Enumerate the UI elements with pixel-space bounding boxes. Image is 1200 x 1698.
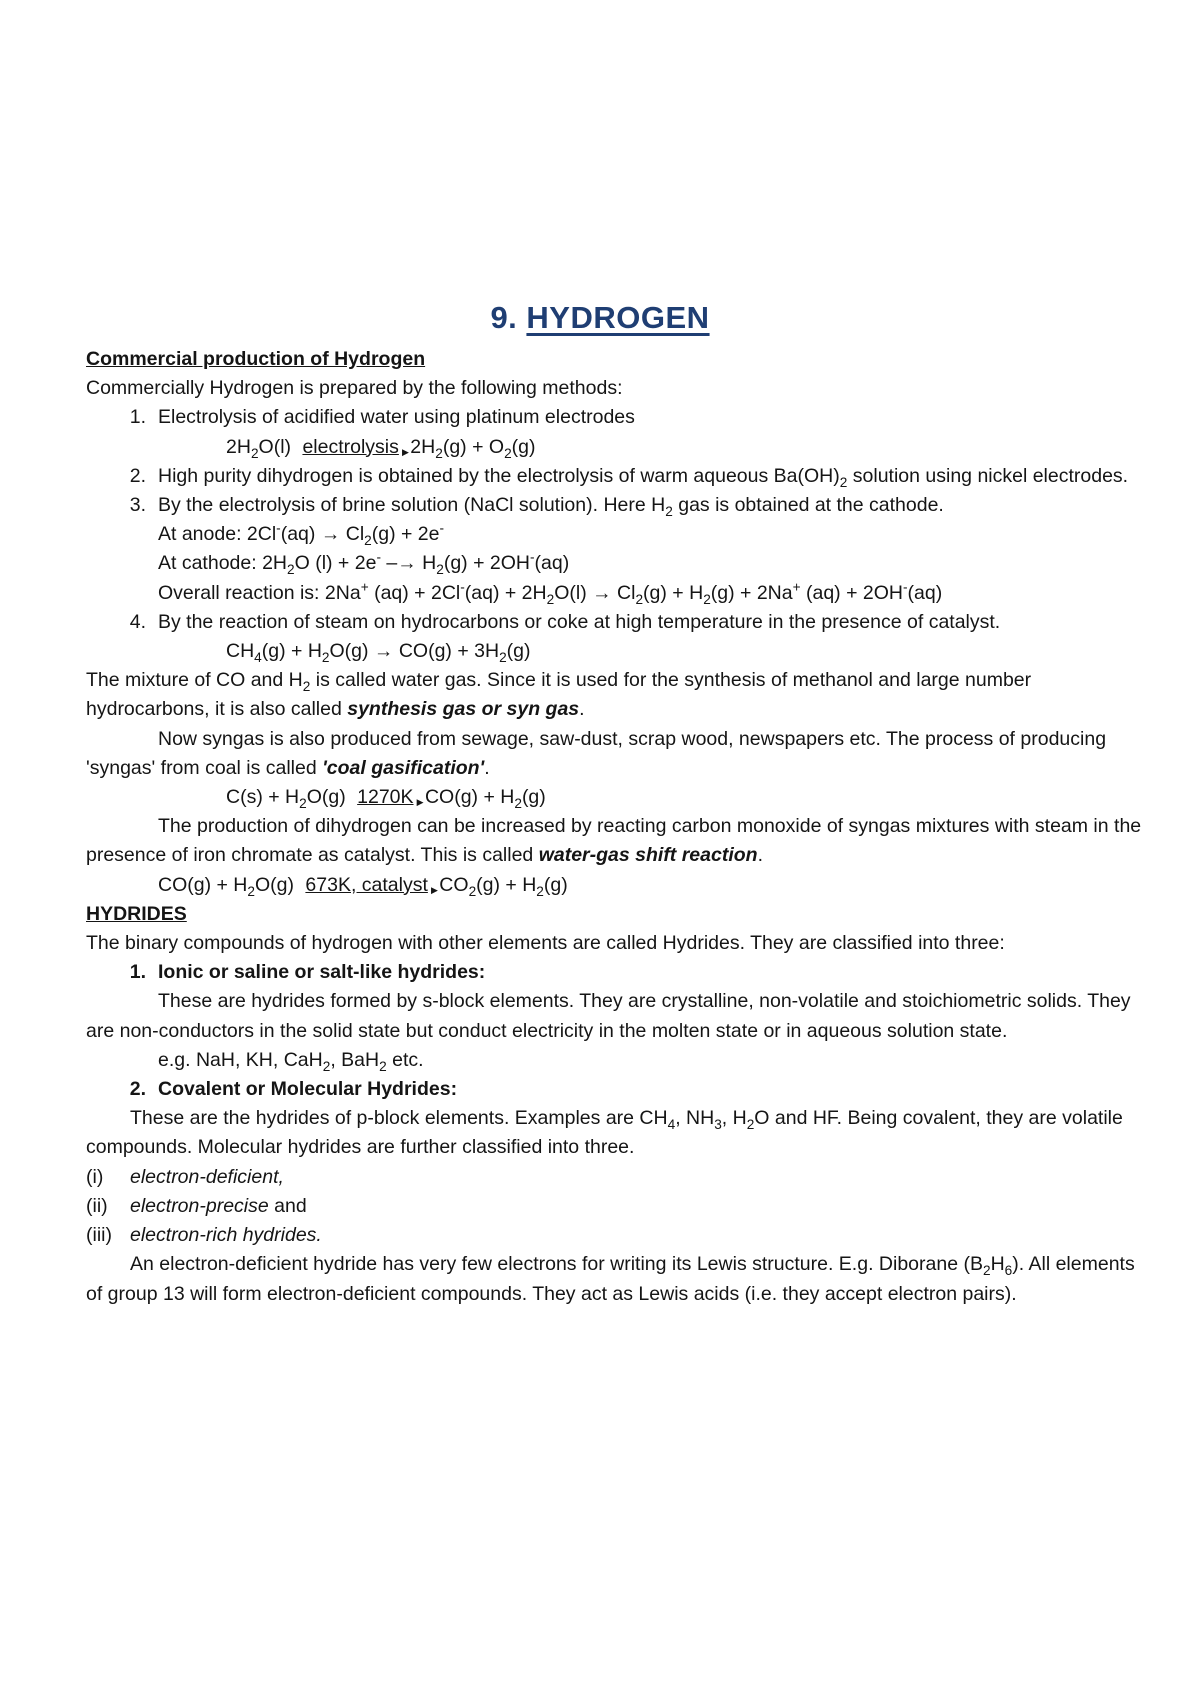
equation-electrolysis-water: $2H_2O(l)$ electrolysis ▶ $2H_2(g) + O_2(g)$ (86, 433, 1146, 462)
equation-coal-gasification: $C(s) + H_2O(g)$ 1270K ▶ $CO(g) + H_2(g)$ (86, 783, 1146, 812)
subclass-item: (ii) electron-precise and (86, 1194, 307, 1217)
reaction-arrow-1270k: 1270K ▶ (351, 783, 419, 812)
method-1 (86, 403, 1146, 432)
subclass-item: (i) electron-deficient, (86, 1165, 284, 1188)
equation-steam-methane: $CH_4(g) + H_2O(g) \to CO(g) + 3H_2(g)$ (226, 640, 531, 665)
chapter-title (0, 300, 1200, 336)
method-1-number: 1. (129, 406, 146, 429)
document-body (86, 345, 1146, 1309)
method-3-number: 3. (129, 494, 146, 517)
method-2-number: 2. (129, 464, 146, 487)
method-4-number: 4. (129, 610, 146, 633)
hydride-type-1 (86, 958, 1146, 987)
method-2-text: High purity dihydrogen is obtained by the electrolysis of warm aqueous $Ba(OH)_2$ solution using nickel electrodes. (158, 464, 1129, 490)
reaction-arrow-673k-catalyst: 673K, catalyst ▶ (299, 871, 433, 900)
equation-water-gas-shift: $CO(g) + H_2O(g)$ 673K, catalyst ▶ $CO_2(g) + H_2(g)$ (86, 871, 1146, 900)
hydride-type-1-number: 1. (129, 961, 146, 984)
method-2 (86, 462, 1146, 491)
paragraph-water-gas-shift: The production of dihydrogen can be increased by reacting carbon monoxide of syngas mixtures with steam in the presence of iron chromate as catalyst. This is called water-gas shift reaction. (86, 815, 1142, 867)
method-3 (86, 491, 1146, 520)
equation-cathode: At cathode: $2H_2O$ $(l) + 2e^- -\to H_2(g) + 2OH^-(aq)$ (158, 549, 570, 578)
ionic-hydrides-description: These are hydrides formed by s-block elements. They are crystalline, non-volatile and stoichiometric solids. They are non-conductors in the solid state but conduct electricity in the molten state or in aqueous solution state. (86, 990, 1131, 1042)
method-1-text: Electrolysis of acidified water using platinum electrodes (158, 406, 635, 429)
paragraph-coal-gasification: Now syngas is also produced from sewage, saw-dust, scrap wood, newspapers etc. The process of producing 'syngas' from coal is called 'coal gasification'. (86, 727, 1107, 779)
electron-deficient-paragraph: An electron-deficient hydride has very few electrons for writing its Lewis structure. E.g. Diborane $(B_2H_6)$. All elements of group 13 will form electron-deficient compounds. They act as Lewis acids (i.e. they accept electron pairs). (86, 1253, 1135, 1305)
chapter-name: HYDROGEN (526, 300, 710, 335)
reaction-arrow-electrolysis: electrolysis ▶ (296, 433, 404, 462)
hydride-type-2-number: 2. (129, 1078, 146, 1101)
covalent-hydrides-description: These are the hydrides of p-block elements. Examples are $CH_4$, $NH_3$, $H_2O$ and HF. Being covalent, they are volatile compounds. Molecular hydrides are further classified into three. (86, 1107, 1123, 1159)
ionic-hydrides-examples: e.g. NaH, KH, CaH$_2$, BaH$_2$ etc. (158, 1048, 424, 1074)
subclass-item: (iii) electron-rich hydrides. (86, 1224, 322, 1247)
hydride-type-1-label: Ionic or saline or salt-like hydrides: (158, 961, 486, 984)
paragraph-water-gas: The mixture of CO and $H_2$ is called water gas. Since it is used for the synthesis of methanol and large number hydrocarbons, it is also called synthesis gas or syn gas. (86, 669, 1032, 721)
equation-anode: At anode: $2Cl^-(aq) \to Cl_2(g) + 2e^-$ (158, 520, 445, 549)
section-heading-commercial-production: Commercial production of Hydrogen (86, 348, 426, 370)
chapter-number: 9. (490, 300, 518, 335)
section-heading-hydrides: HYDRIDES (86, 902, 187, 925)
hydride-type-2-label: Covalent or Molecular Hydrides: (158, 1078, 458, 1101)
hydride-type-2 (86, 1075, 1146, 1104)
commercial-intro: Commercially Hydrogen is prepared by the following methods: (86, 377, 623, 400)
equation-overall: Overall reaction is: 2Na+ $(aq) + 2Cl^-(aq) + 2H_2O(l) \to Cl_2(g) + H_2(g) + 2Na^+$ (aq) + 2OH-(aq) (158, 579, 943, 607)
method-4-text: By the reaction of steam on hydrocarbons or coke at high temperature in the presence of catalyst. (158, 610, 1001, 633)
method-3-text: By the electrolysis of brine solution (NaCl solution). Here $H_2$ gas is obtained at the cathode. (158, 494, 944, 519)
hydrides-intro: The binary compounds of hydrogen with other elements are called Hydrides. They are classified into three: (86, 932, 1005, 955)
method-4 (86, 608, 1146, 637)
